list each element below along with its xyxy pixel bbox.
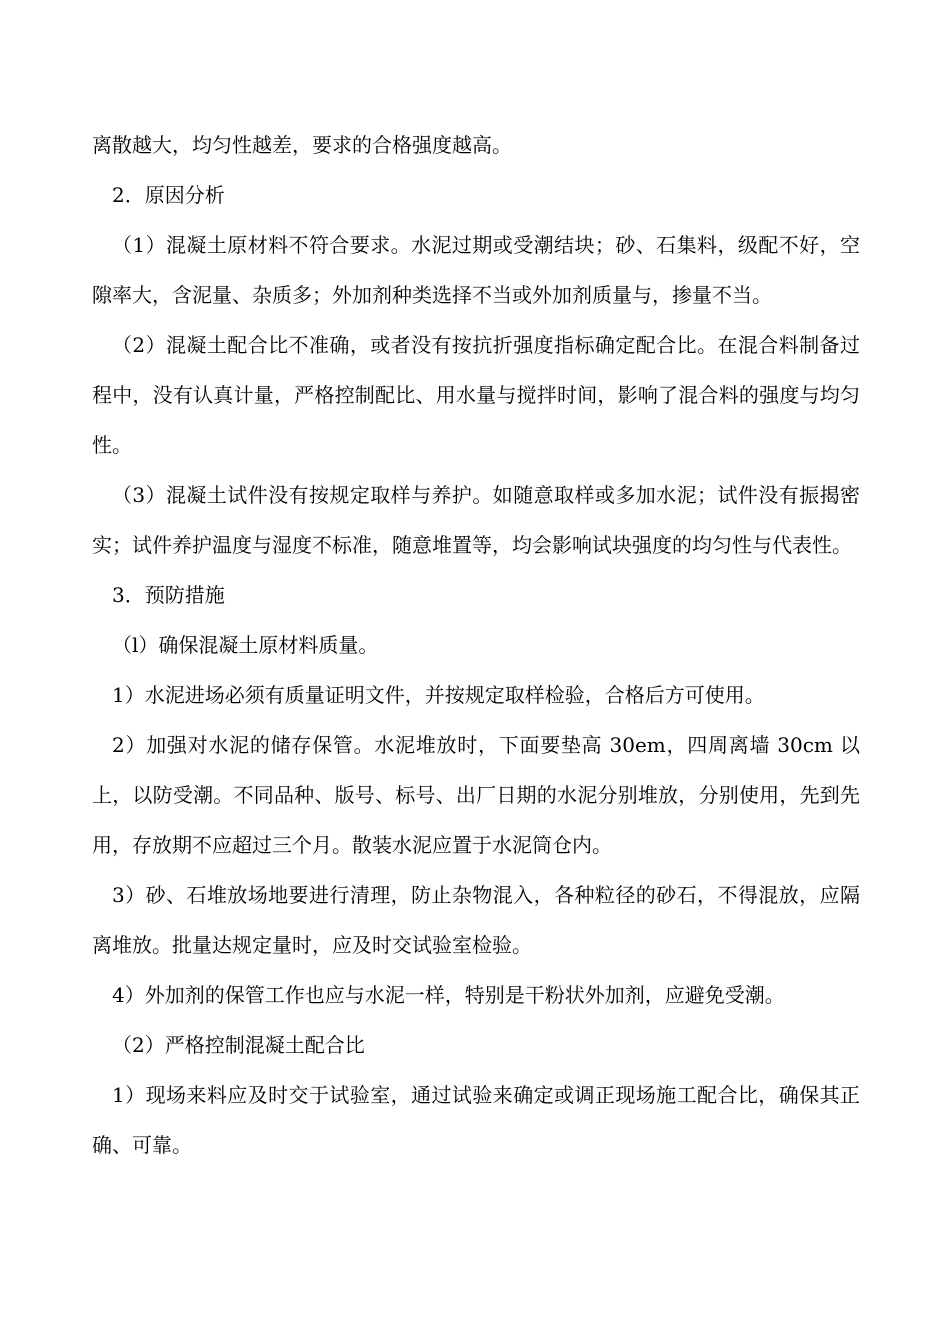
list-item: 3）砂、石堆放场地要进行清理，防止杂物混入，各种粒径的砂石，不得混放，应隔离堆放。批量达规定量时，应及时交试验室检验。: [92, 883, 860, 957]
section-heading-cause-analysis: 2．原因分析: [112, 183, 225, 207]
list-item: 1）水泥进场必须有质量证明文件，并按规定取样检验，合格后方可使用。: [112, 683, 765, 707]
list-item: 1）现场来料应及时交于试验室，通过试验来确定或调正现场施工配合比，确保其正确、可靠。: [92, 1083, 860, 1157]
paragraph: 离散越大，均匀性越差，要求的合格强度越高。: [92, 133, 512, 157]
paragraph: （3）混凝土试件没有按规定取样与养护。如随意取样或多加水泥；试件没有振揭密实；试件养护温度与湿度不标准，随意堆置等，均会影响试块强度的均匀性与代表性。: [92, 483, 860, 557]
paragraph: （1）混凝土原材料不符合要求。水泥过期或受潮结块；砂、石集料，级配不好，空隙率大，含泥量、杂质多；外加剂种类选择不当或外加剂质量与，掺量不当。: [92, 233, 860, 307]
paragraph: （2）混凝土配合比不准确，或者没有按抗折强度指标确定配合比。在混合料制备过程中，没有认真计量，严格控制配比、用水量与搅拌时间，影响了混合料的强度与均匀性。: [92, 333, 860, 457]
subheading: （2）严格控制混凝土配合比: [112, 1033, 365, 1057]
list-item: 4）外加剂的保管工作也应与水泥一样，特别是干粉状外加剂，应避免受潮。: [112, 983, 785, 1007]
subheading: （l）确保混凝土原材料质量。: [112, 633, 379, 657]
section-heading-prevention-measures: 3．预防措施: [112, 583, 225, 607]
list-item: 2）加强对水泥的储存保管。水泥堆放时，下面要垫高 30em，四周离墙 30cm 以上，以防受潮。不同品种、版号、标号、出厂日期的水泥分别堆放，分别使用，先到先用，存放期不应超过三个月。散装水泥应置于水泥筒仓内。: [92, 733, 860, 857]
document-body: [92, 120, 860, 1170]
